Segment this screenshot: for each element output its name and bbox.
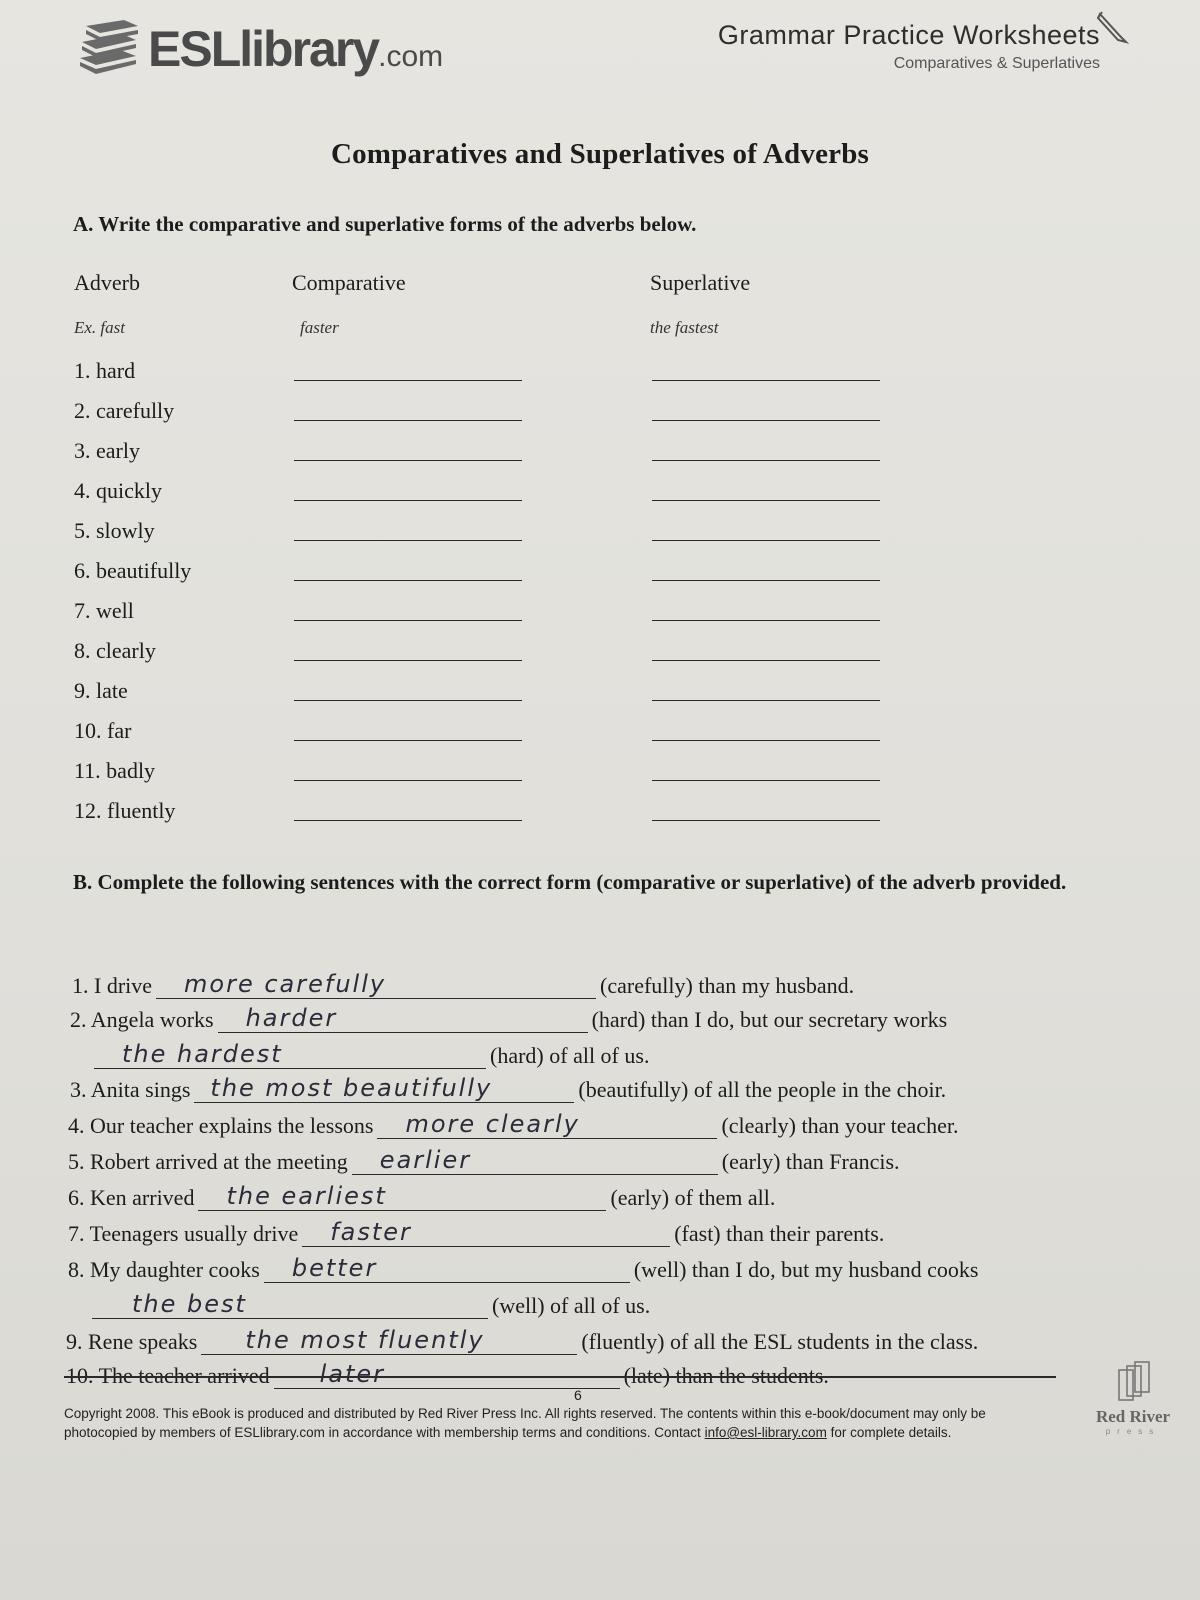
adverb-label: 2. carefully: [74, 398, 175, 423]
answer-blank[interactable]: [264, 1252, 630, 1283]
part-b-instruction: B. Complete the following sentences with the correct form (comparative or superlative) of the adverb provided.: [73, 870, 1067, 894]
superlative-blank[interactable]: [652, 820, 880, 821]
handwritten-answer: the earliest: [226, 1182, 387, 1210]
comparative-blank[interactable]: [294, 660, 522, 661]
sentence-2: [70, 1002, 947, 1036]
adverb-label: 5. slowly: [74, 518, 155, 543]
adverb-label: 3. early: [74, 438, 140, 463]
list-item: [74, 358, 974, 398]
comparative-blank[interactable]: [294, 420, 522, 421]
footer-divider: [64, 1376, 1056, 1378]
list-item: [74, 798, 974, 838]
sentence-suffix: (beautifully) of all the people in the choir.: [578, 1077, 947, 1102]
sentence-prefix: 9. Rene speaks: [66, 1329, 198, 1354]
logo-main: ESLlibrary: [148, 21, 379, 77]
adverb-label: 6. beautifully: [74, 558, 192, 583]
sentence-2-continued: [94, 1038, 649, 1072]
superlative-blank[interactable]: [652, 660, 880, 661]
sentence-prefix: 5. Robert arrived at the meeting: [68, 1149, 348, 1174]
sentence-1: [72, 968, 854, 1002]
superlative-blank[interactable]: [652, 780, 880, 781]
sentence-suffix: (hard) than I do, but our secretary works: [591, 1007, 948, 1032]
handwritten-answer: the hardest: [122, 1040, 283, 1068]
list-item: [74, 718, 974, 758]
adverb-label: 4. quickly: [74, 478, 162, 503]
copyright-notice: [64, 1404, 1084, 1442]
page-title: Comparatives and Superlatives of Adverbs: [330, 138, 870, 170]
comparative-blank[interactable]: [294, 820, 522, 821]
answer-blank[interactable]: [274, 1358, 620, 1389]
adverb-label: 11. badly: [74, 758, 156, 783]
answer-blank[interactable]: [194, 1072, 574, 1103]
sentence-prefix: 1. I drive: [72, 973, 153, 998]
superlative-blank[interactable]: [652, 540, 880, 541]
list-item: [74, 758, 974, 798]
esl-library-logo: [74, 18, 443, 80]
superlative-blank[interactable]: [652, 500, 880, 501]
adverb-label: 9. late: [74, 678, 128, 703]
handwritten-answer: later: [319, 1360, 386, 1388]
sentence-suffix: (fluently) of all the ESL students in the class.: [581, 1329, 979, 1354]
example-adverb: Ex. fast: [74, 318, 125, 337]
handwritten-answer: faster: [330, 1218, 412, 1246]
series-heading: [718, 20, 1100, 73]
superlative-blank[interactable]: [652, 580, 880, 581]
handwritten-answer: better: [291, 1254, 378, 1282]
example-superlative: the fastest: [650, 318, 719, 337]
list-item: [74, 478, 974, 518]
comparative-blank[interactable]: [294, 780, 522, 781]
sentence-prefix: 7. Teenagers usually drive: [68, 1221, 299, 1246]
comparative-blank[interactable]: [294, 740, 522, 741]
copyright-line-1: Copyright 2008. This eBook is produced and distributed by Red River Press Inc. All rights reserved. The contents within this e-book/document may only be: [64, 1406, 986, 1421]
pencil-icon: [1094, 8, 1130, 48]
contact-email-link[interactable]: info@esl-library.com: [704, 1425, 827, 1440]
logo-wordmark: [148, 21, 444, 77]
superlative-blank[interactable]: [652, 420, 880, 421]
sentence-suffix: (early) of them all.: [610, 1185, 776, 1210]
handwritten-answer: the most beautifully: [210, 1074, 493, 1102]
page-number: 6: [574, 1387, 582, 1403]
sentence-4: [68, 1108, 958, 1142]
sentence-6: [68, 1180, 775, 1214]
adverb-label: 10. far: [74, 718, 132, 743]
sentence-suffix: (carefully) than my husband.: [600, 973, 855, 998]
comparative-blank[interactable]: [294, 500, 522, 501]
books-icon: [74, 18, 140, 80]
list-item: [74, 598, 974, 638]
handwritten-answer: more clearly: [405, 1110, 580, 1138]
sentence-3: [70, 1072, 946, 1106]
sentence-suffix: (early) than Francis.: [721, 1149, 900, 1174]
list-item: [74, 518, 974, 558]
publisher-subtitle: press: [1105, 1427, 1161, 1436]
adverb-label: 1. hard: [74, 358, 136, 383]
handwritten-answer: the most fluently: [245, 1326, 485, 1354]
part-a-instruction: A. Write the comparative and superlative forms of the adverbs below.: [73, 212, 697, 236]
superlative-column-header: Superlative: [650, 270, 751, 295]
comparative-blank[interactable]: [294, 700, 522, 701]
list-item: [74, 438, 974, 478]
superlative-blank[interactable]: [652, 380, 880, 381]
adverb-column-header: Adverb: [74, 270, 140, 295]
copyright-text: photocopied by members of ESLlibrary.com in accordance with membership terms and conditions. Contact: [64, 1425, 701, 1440]
comparative-blank[interactable]: [294, 580, 522, 581]
sentence-suffix: (well) of all of us.: [492, 1293, 651, 1318]
comparative-blank[interactable]: [294, 540, 522, 541]
handwritten-answer: more carefully: [184, 970, 387, 998]
answer-blank[interactable]: [92, 1288, 488, 1319]
series-title: Grammar Practice Worksheets: [717, 20, 1100, 50]
copyright-text-end: for complete details.: [830, 1425, 952, 1440]
sentence-suffix: (clearly) than your teacher.: [721, 1113, 959, 1138]
answer-blank[interactable]: [218, 1002, 588, 1033]
sentence-suffix: (fast) than their parents.: [674, 1221, 885, 1246]
publisher-name: Red River: [1095, 1407, 1171, 1426]
answer-blank[interactable]: [302, 1216, 670, 1247]
answer-blank[interactable]: [198, 1180, 606, 1211]
superlative-blank[interactable]: [652, 620, 880, 621]
series-subtitle: Comparatives & Superlatives: [893, 55, 1100, 72]
sentence-prefix: 8. My daughter cooks: [68, 1257, 260, 1282]
superlative-blank[interactable]: [652, 700, 880, 701]
adverb-label: 12. fluently: [74, 798, 176, 823]
handwritten-answer: the best: [132, 1290, 247, 1318]
sentence-7: [68, 1216, 884, 1250]
superlative-blank[interactable]: [652, 460, 880, 461]
adverb-label: 7. well: [74, 598, 134, 623]
sentence-prefix: 3. Anita sings: [70, 1077, 191, 1102]
handwritten-answer: earlier: [379, 1146, 472, 1174]
answer-blank[interactable]: [201, 1324, 577, 1355]
copyright-line-2: [64, 1423, 1084, 1442]
sentence-prefix: 10. The teacher arrived: [66, 1363, 270, 1388]
sentence-8: [68, 1252, 978, 1286]
answer-blank[interactable]: [352, 1144, 718, 1175]
sentence-suffix: (well) than I do, but my husband cooks: [633, 1257, 979, 1282]
sentence-10: [66, 1358, 829, 1392]
sentence-8-continued: [92, 1288, 650, 1322]
comparative-blank[interactable]: [294, 620, 522, 621]
publisher-logo: [1088, 1358, 1178, 1436]
sentence-suffix: (late) than the students.: [623, 1363, 829, 1388]
list-item: [74, 398, 974, 438]
comparative-blank[interactable]: [294, 460, 522, 461]
answer-blank[interactable]: [156, 968, 596, 999]
sentence-9: [66, 1324, 978, 1358]
comparative-column-header: Comparative: [292, 270, 406, 295]
list-item: [74, 638, 974, 678]
handwritten-answer: harder: [245, 1004, 338, 1032]
list-item: [74, 678, 974, 718]
superlative-blank[interactable]: [652, 740, 880, 741]
sentence-suffix: (hard) of all of us.: [490, 1043, 650, 1068]
logo-suffix: .com: [378, 40, 444, 73]
list-item: [74, 558, 974, 598]
sentence-prefix: 4. Our teacher explains the lessons: [68, 1113, 374, 1138]
comparative-blank[interactable]: [294, 380, 522, 381]
adverb-label: 8. clearly: [74, 638, 156, 663]
sentence-prefix: 6. Ken arrived: [68, 1185, 195, 1210]
example-comparative: faster: [300, 318, 339, 337]
answer-blank[interactable]: [94, 1038, 486, 1069]
book-stack-icon: [1111, 1358, 1155, 1406]
answer-blank[interactable]: [377, 1108, 717, 1139]
sentence-5: [68, 1144, 900, 1178]
sentence-prefix: 2. Angela works: [70, 1007, 214, 1032]
